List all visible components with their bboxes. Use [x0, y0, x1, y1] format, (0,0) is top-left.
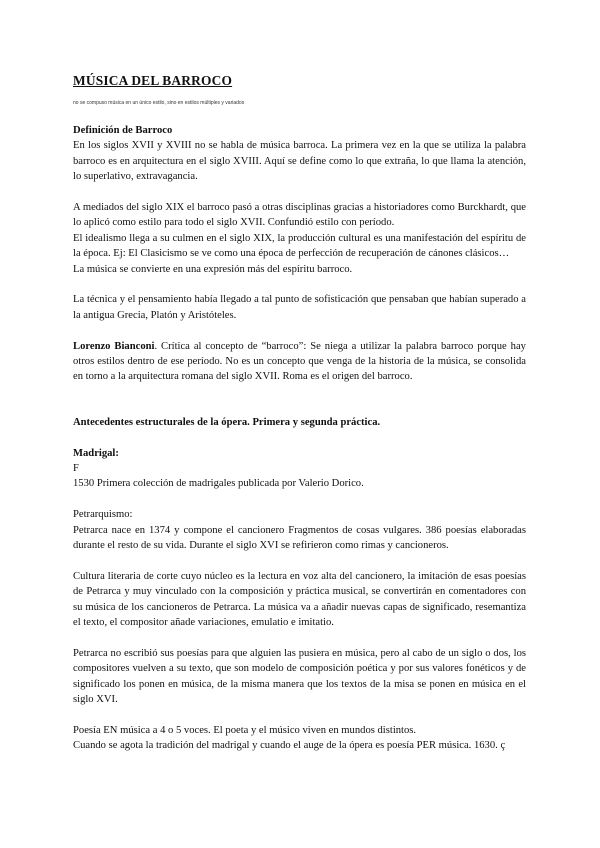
paragraph-label: Petrarquismo:	[73, 509, 133, 521]
spacer	[73, 492, 526, 507]
page-title: MÚSICA DEL BARROCO	[73, 73, 233, 88]
spacer	[73, 430, 526, 445]
spacer	[73, 708, 526, 723]
section-heading-madrigal: Madrigal:	[73, 447, 119, 459]
spacer	[73, 277, 526, 292]
paragraph: Cuando se agota la tradición del madrigal y cuando el auge de la ópera es poesía PER música. 1630. ç	[73, 740, 506, 752]
paragraph: Poesía EN música a 4 o 5 voces. El poeta y el músico viven en mundos distintos.	[73, 724, 417, 736]
page-subtitle: no se compuso música en un único estilo, sino en estilos múltiples y variados	[73, 100, 245, 106]
paragraph-bianconi	[73, 339, 526, 385]
author-name: Lorenzo Bianconi	[73, 340, 155, 352]
spacer	[73, 323, 526, 338]
paragraph: Cultura literaria de corte cuyo núcleo es la lectura en voz alta del cancionero, la imitación de esas poesías de Petrarca y muy vinculado con la composición y práctica musical, se convertirán en comentadores con su música de los cancioneros de Petrarca. La música va a añadir nuevas capas de significado, resemantiza el texto, el compositor añade variaciones, emulatio e imitatio.	[73, 570, 526, 629]
spacer	[73, 185, 526, 200]
paragraph: 1530 Primera colección de madrigales publicada por Valerio Dorico.	[73, 478, 364, 490]
section-heading-definicion: Definición de Barroco	[73, 125, 173, 136]
paragraph: La música se convierte en una expresión más del espíritu barroco.	[73, 263, 353, 275]
spacer	[73, 553, 526, 568]
paragraph: En los siglos XVII y XVIII no se habla de música barroca. La primera vez en la que se utiliza la palabra barroco es en arquitectura en el siglo XVIII. Aquí se define como lo que extraña, lo que llama la atención, lo superlativo, extravagancia.	[73, 140, 526, 183]
spacer	[73, 631, 526, 646]
spacer	[73, 385, 526, 415]
paragraph: A mediados del siglo XIX el barroco pasó a otras disciplinas gracias a historiadores como Burckhardt, que lo aplicó como estilo para todo el siglo XVII. Confundió estilo con período.	[73, 202, 526, 229]
section-heading-antecedentes: Antecedentes estructurales de la ópera. Primera y segunda práctica.	[73, 416, 381, 428]
paragraph: La técnica y el pensamiento había llegado a tal punto de sofisticación que pensaban que habían superado a la antigua Grecia, Platón y Aristóteles.	[73, 294, 526, 321]
paragraph: F	[73, 463, 79, 475]
paragraph: El idealismo llega a su culmen en el siglo XIX, la producción cultural es una manifestación del espíritu de la época. Ej: El Clasicismo se ve como una época de perfección de recuperación de cánones clásicos…	[73, 232, 526, 260]
paragraph: Petrarca nace en 1374 y compone el cancionero Fragmentos de cosas vulgares. 386 poesías elaboradas durante el resto de su vida. Durante el siglo XVI se refirieron como rimas y cancioneros.	[73, 524, 526, 552]
paragraph-text: . Crítica al concepto de “barroco”: Se niega a utilizar la palabra barroco porque hay otros estilos dentro de ese período. No es un concepto que venga de la historia de la música, se consolida en torno a la arquitectura romana del siglo XVII. Roma es el origen del barroco.	[73, 340, 526, 383]
paragraph: Petrarca no escribió sus poesías para que alguien las pusiera en música, pero al cabo de un siglo o dos, los compositores vuelven a su texto, que son modelo de composición poética y por sus valores fonéticos y de significado los ponen en música, de la misma manera que los textos de la misa se ponen en música en el siglo XVI.	[73, 647, 526, 706]
document-body	[73, 72, 526, 754]
